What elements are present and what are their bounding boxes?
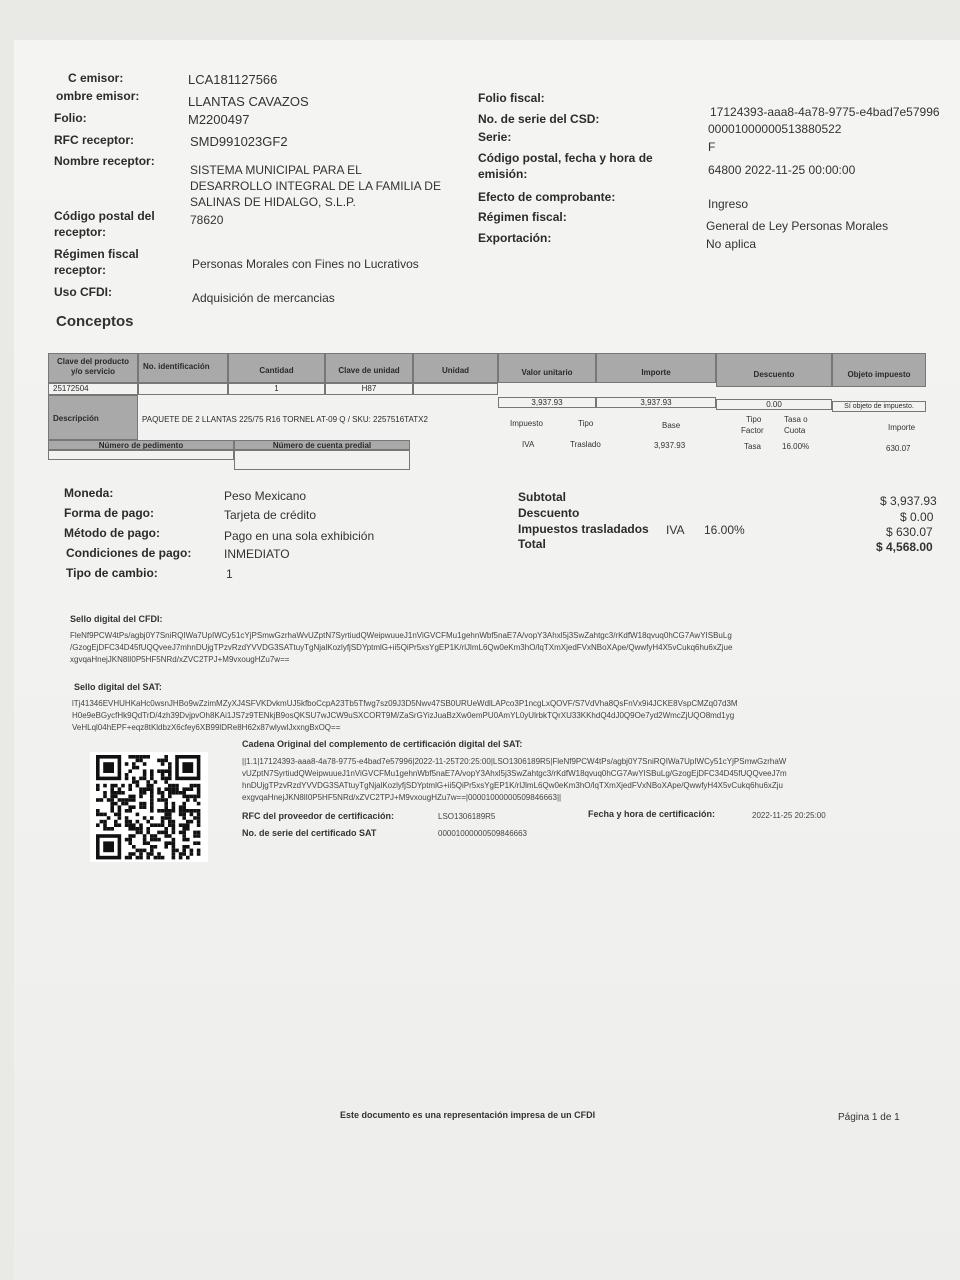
cp-receptor-label: Código postal del [54,209,155,223]
h-impuesto: Impuesto [510,419,543,428]
condiciones: INMEDIATO [224,547,290,561]
serie-label: Serie: [478,130,512,144]
nombre-emisor-label: ombre emisor: [56,89,140,103]
unidad [413,383,498,395]
base: 3,937.93 [654,441,686,450]
fecha-cert-label: Fecha y hora de certificación: [588,809,716,819]
h-tasa: Tasa o [784,415,808,424]
uso-cfdi: Adquisición de mercancias [192,291,335,305]
nombre-receptor-line-2: DESARROLLO INTEGRAL DE LA FAMILIA DE [190,179,441,193]
fecha-cert: 2022-11-25 20:25:00 [752,811,826,820]
tipo-cambio-label: Tipo de cambio: [66,566,158,580]
regimen: General de Ley Personas Morales [706,219,889,233]
qr-code-icon [90,752,208,862]
forma-pago: Tarjeta de crédito [224,508,317,522]
imp-importe: 630.07 [886,444,911,453]
total-label: Total [518,537,546,551]
total: $ 4,568.00 [876,540,933,554]
cadena-label: Cadena Original del complemento de certificación digital del SAT: [242,739,523,749]
h-tasa-2: Cuota [784,426,806,435]
rfc-emisor-label: C emisor: [68,71,124,85]
clave-unidad: H87 [325,383,413,395]
h-valor-unitario: Valor unitario [498,353,596,383]
descripcion: PAQUETE DE 2 LLANTAS 225/75 R16 TORNEL AT-09 Q / SKU: 2257516TATX2 [142,415,428,424]
serie-sat: 00001000000509846663 [438,829,527,838]
objeto: Sí objeto de impuesto. [832,401,926,412]
pedimento [48,450,234,460]
h-base: Base [662,421,681,430]
exportacion-label: Exportación: [478,231,552,245]
subtotal: $ 3,937.93 [880,494,937,508]
metodo-pago: Pago en una sola exhibición [224,529,375,543]
h-unidad: Unidad [413,353,498,383]
impuestos-tasa: 16.00% [704,523,745,537]
rfc-prov-label: RFC del proveedor de certificación: [242,811,395,821]
importe: 3,937.93 [596,397,716,408]
tipo-factor: Tasa [744,442,761,451]
sello-sat: lTj41346EVHUHKaHc0wsnJHBo9wZzimMZyXJ4SFVKDvkmUJ5kfboCcpA23Tb5Tfwg7sz09J3D5Nwv47SB0URUeWdlLAPco3P1ncgLxQOVF/S7VdVha8QsFnVx9i4JCKE8VspCMZq07d3M H0e9eBGycfHk9QdTrD/4zh39DvjpvOh8KAi1JS7z9TENkjB9osQKSU7wJCW9uSXCORT9M/ZaSrGYizJuaBzXw0emPU0AmYL0yUlrbkTQrXU33KKhdQ4dJ0Q9Oe7yd2WmcZjUQO8md1yg VeHLql04hEPF+eqz8tKldbzX6cfey6XB99lDRe8H62x87wlywlJxxngBxOQ== [72,699,738,732]
h-descuento: Descuento [716,353,832,387]
cantidad: 1 [228,383,325,395]
tipo-cambio: 1 [226,567,233,581]
impuestos: $ 630.07 [886,525,933,539]
h-objeto: Objeto impuesto [832,353,926,387]
uso-cfdi-label: Uso CFDI: [54,285,112,299]
nombre-receptor-line-1: SISTEMA MUNICIPAL PARA EL [190,163,362,177]
sello-cfdi: FleNf9PCW4tPs/agbj0Y7SniRQIWa7UpIWCy51cYjPSmwGzrhaWvUZptN7SyrtiudQWeipwuueJ1nViGVCFMu1gehnWbf5naE7A/vopY3Ahxl5j3SwZahtgc3/rKdfW18qvuq0hCG7AwYISBuLg /GzogEjDFC34D45fUQQveeJ7mhnDUjgTPzvRzdYVVDG3SATtuyTgNjalKozlyfjSDYptmlG+ii5QiPr5xsYgEP1K/rlJlmL6Qw0eKm3hO/lqTXmXjedFVxNBoXApe/QwwfyH4X5vCukq6hu6xZjue xgvqaHnejJKN8lI0P5HF5NRd/xZVC2TPJ+M9vxougHZu7w== [70,631,733,664]
impuestos-label: Impuestos trasladados [518,522,649,536]
cadena-original: ||1.1|17124393-aaa8-4a78-9775-e4bad7e57996|2022-11-25T20:25:00|LSO1306189R5|FleNf9PCW4tPs/agbj0Y7SniRQIWa7UpIWCy51cYjPSmwGzrhaW vUZptN7SyrtiudQWeipwuueJ1nViGVCFMu1gehnWbf5naE7A/vopY3Ahxl5j3SwZahtgc3/rKdfW18qvuq0hCG7AwYISBuLg/GzogEjDFC34D45fUQQveeJ7m hnDUjgTPzvRzdYVVDG3SATtuyTgNjalKozlyfjSDYptmlG+ii5QiPr5xsYgEP1K/rlJlmL6Qw0eKm3hO/lqTXmXjedFVxNBoXApe/QwwfyH4X5vCukq6hu6xZju exgvqaHnejJKN8lI0P5HF5NRd/xZVC2TPJ+M9vxougHZu7w==|00001000000509846663|| [242,757,787,802]
cp-fecha: 64800 2022-11-25 00:00:00 [708,163,856,177]
nombre-receptor-line-3: SALINAS DE HIDALGO, S.L.P. [190,195,356,209]
folio-fiscal: 17124393-aaa8-4a78-9775-e4bad7e57996 [710,105,940,119]
rfc-emisor: LCA181127566 [188,72,278,87]
conceptos-table [48,353,926,473]
regimen-label: Régimen fiscal: [478,210,567,224]
tipo: Traslado [570,440,601,449]
cp-receptor: 78620 [190,213,224,227]
h-tipo: Tipo [578,419,594,428]
serie: F [708,140,716,154]
cp-receptor-label-2: receptor: [54,225,107,239]
rfc-receptor-label: RFC receptor: [54,133,135,147]
condiciones-label: Condiciones de pago: [66,546,192,560]
impuestos-tipo: IVA [666,523,685,537]
efecto-label: Efecto de comprobante: [478,190,616,204]
sello-cfdi-label: Sello digital del CFDI: [70,614,163,624]
h-imp-importe: Importe [888,423,916,432]
moneda-label: Moneda: [64,486,114,500]
h-cuenta-predial: Número de cuenta predial [234,440,410,450]
nombre-emisor: LLANTAS CAVAZOS [188,94,309,109]
descuento: 0.00 [716,399,832,410]
regimen-receptor-label: Régimen fiscal [54,247,139,261]
valor-unitario: 3,937.93 [498,397,596,408]
serie-sat-label: No. de serie del certificado SAT [242,828,377,838]
cp-fecha-label: Código postal, fecha y hora de [478,151,653,165]
serie-csd: 00001000000513880522 [708,122,842,136]
rfc-prov: LSO1306189R5 [438,812,496,821]
serie-csd-label: No. de serie del CSD: [478,112,600,126]
efecto: Ingreso [708,197,749,211]
cuenta-predial [234,450,410,470]
desc-label: Descripción [48,395,138,440]
cp-fecha-label-2: emisión: [478,167,528,181]
exportacion: No aplica [706,237,757,251]
h-tipo-factor-2: Factor [741,426,764,435]
no-id [138,383,228,395]
moneda: Peso Mexicano [224,489,307,503]
rfc-receptor: SMD991023GF2 [190,134,288,149]
folio: M2200497 [188,112,250,127]
regimen-receptor-label-2: receptor: [54,263,107,277]
subtotal-label: Subtotal [518,490,566,504]
folio-fiscal-label: Folio fiscal: [478,91,545,105]
h-tipo-factor: Tipo [746,415,762,424]
conceptos-title: Conceptos [56,313,134,330]
footer-pagina: Página 1 de 1 [838,1112,900,1123]
tasa: 16.00% [782,442,810,451]
clave-prod: 25172504 [48,383,138,395]
metodo-pago-label: Método de pago: [64,526,160,540]
footer-nota: Este documento es una representación impresa de un CFDI [340,1110,596,1120]
nombre-receptor-label: Nombre receptor: [54,154,155,168]
folio-label: Folio: [54,111,87,125]
regimen-receptor: Personas Morales con Fines no Lucrativos [192,257,419,271]
h-pedimento: Número de pedimento [48,440,234,450]
h-cantidad: Cantidad [228,353,325,383]
sello-sat-label: Sello digital del SAT: [74,682,162,692]
h-importe: Importe [596,353,716,383]
h-clave-unidad: Clave de unidad [325,353,413,383]
impuesto: IVA [522,440,535,449]
descuento-total: $ 0.00 [900,510,934,524]
h-clave-prod: Clave del producto y/o servicio [48,353,138,383]
h-no-id: No. identificación [138,353,228,383]
forma-pago-label: Forma de pago: [64,506,155,520]
descuento-label: Descuento [518,506,580,520]
